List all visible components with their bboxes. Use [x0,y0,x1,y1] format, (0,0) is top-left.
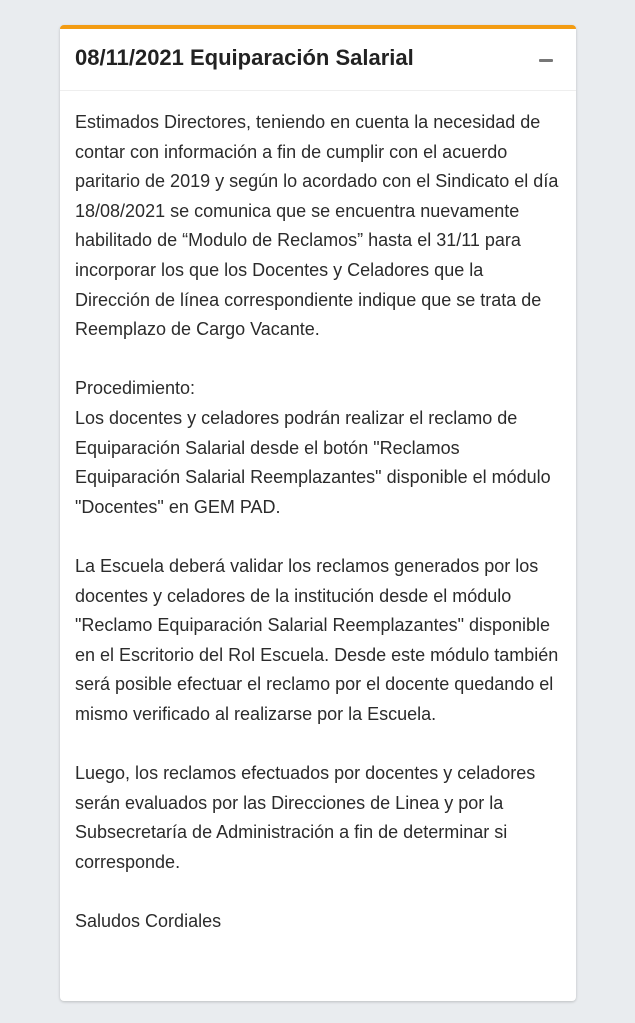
closing-greeting: Saludos Cordiales [75,911,222,932]
procedure-paragraph: Los docentes y celadores podrán realizar el reclamo de Equiparación Salarial desde el botón "Reclamos Equiparación Salarial Reemplazantes" disponible el módulo "Docentes" en GEM PAD. [75,407,551,517]
procedure-heading: Procedimiento: [75,378,196,399]
card-body [60,91,576,937]
card-title: 08/11/2021 Equiparación Salarial [75,45,414,70]
intro-paragraph: Estimados Directores, teniendo en cuenta la necesidad de contar con información a fin de cumplir con el acuerdo paritario de 2019 y según lo acordado con el Sindicato el día 18/08/2021 se comunica que se encuentra nuevamente habilitado de “Modulo de Reclamos” hasta el 31/11 para incorporar los que los Docentes y Celadores que la Dirección de línea correspondiente indique que se trata de Reemplazo de Cargo Vacante. [75,112,559,340]
announcement-card [60,25,576,1001]
procedure-section [75,374,561,522]
collapse-button[interactable] [532,45,562,75]
school-validation-paragraph: La Escuela deberá validar los reclamos generados por los docentes y celadores de la institución desde el módulo "Reclamo Equiparación Salarial Reemplazantes" disponible en el Escritorio del Rol Escuela. Desde este módulo también será posible efectuar el reclamo por el docente quedando el mismo verificado al realizarse por la Escuela. [75,555,559,724]
evaluation-paragraph: Luego, los reclamos efectuados por docentes y celadores serán evaluados por las Direcciones de Linea y por la Subsecretaría de Administración a fin de determinar si corresponde. [75,763,536,872]
card-header [60,29,576,91]
minus-icon [539,59,553,62]
